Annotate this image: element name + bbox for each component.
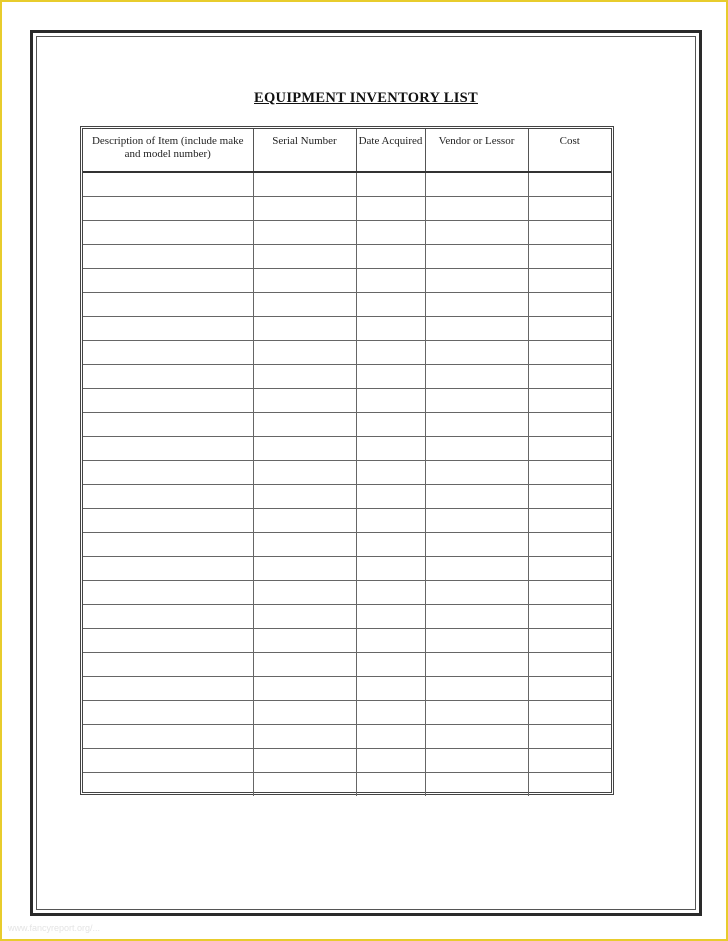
date-acquired-cell[interactable] bbox=[356, 341, 425, 365]
table-row bbox=[83, 509, 611, 533]
cost-cell[interactable] bbox=[528, 293, 611, 317]
vendor-cell[interactable] bbox=[425, 461, 528, 485]
vendor-cell[interactable] bbox=[425, 172, 528, 197]
serial-number-cell[interactable] bbox=[253, 269, 356, 293]
column-header-serial-number: Serial Number bbox=[253, 129, 356, 172]
cost-cell[interactable] bbox=[528, 269, 611, 293]
cost-cell[interactable] bbox=[528, 197, 611, 221]
serial-number-cell[interactable] bbox=[253, 172, 356, 197]
serial-number-cell[interactable] bbox=[253, 533, 356, 557]
table-row bbox=[83, 293, 611, 317]
cost-cell[interactable] bbox=[528, 317, 611, 341]
table-row bbox=[83, 533, 611, 557]
vendor-cell[interactable] bbox=[425, 749, 528, 773]
description-cell[interactable] bbox=[83, 365, 253, 389]
serial-number-cell[interactable] bbox=[253, 725, 356, 749]
date-acquired-cell[interactable] bbox=[356, 269, 425, 293]
table-row bbox=[83, 773, 611, 797]
serial-number-cell[interactable] bbox=[253, 293, 356, 317]
vendor-cell[interactable] bbox=[425, 389, 528, 413]
cost-cell[interactable] bbox=[528, 245, 611, 269]
vendor-cell[interactable] bbox=[425, 365, 528, 389]
table-row bbox=[83, 245, 611, 269]
vendor-cell[interactable] bbox=[425, 221, 528, 245]
table-row bbox=[83, 557, 611, 581]
table-row bbox=[83, 221, 611, 245]
description-cell[interactable] bbox=[83, 461, 253, 485]
date-acquired-cell[interactable] bbox=[356, 172, 425, 197]
serial-number-cell[interactable] bbox=[253, 485, 356, 509]
vendor-cell[interactable] bbox=[425, 581, 528, 605]
vendor-cell[interactable] bbox=[425, 485, 528, 509]
description-cell[interactable] bbox=[83, 581, 253, 605]
vendor-cell[interactable] bbox=[425, 701, 528, 725]
serial-number-cell[interactable] bbox=[253, 341, 356, 365]
column-header-vendor: Vendor or Lessor bbox=[425, 129, 528, 172]
description-cell[interactable] bbox=[83, 773, 253, 797]
date-acquired-cell[interactable] bbox=[356, 245, 425, 269]
column-header-cost: Cost bbox=[528, 129, 611, 172]
table-row bbox=[83, 629, 611, 653]
cost-cell[interactable] bbox=[528, 485, 611, 509]
column-header-description: Description of Item (include make and model number) bbox=[83, 129, 253, 172]
description-cell[interactable] bbox=[83, 413, 253, 437]
cost-cell[interactable] bbox=[528, 461, 611, 485]
description-cell[interactable] bbox=[83, 317, 253, 341]
description-cell[interactable] bbox=[83, 653, 253, 677]
date-acquired-cell[interactable] bbox=[356, 509, 425, 533]
date-acquired-cell[interactable] bbox=[356, 725, 425, 749]
serial-number-cell[interactable] bbox=[253, 749, 356, 773]
serial-number-cell[interactable] bbox=[253, 197, 356, 221]
date-acquired-cell[interactable] bbox=[356, 605, 425, 629]
description-cell[interactable] bbox=[83, 605, 253, 629]
serial-number-cell[interactable] bbox=[253, 653, 356, 677]
vendor-cell[interactable] bbox=[425, 413, 528, 437]
table-row bbox=[83, 365, 611, 389]
date-acquired-cell[interactable] bbox=[356, 773, 425, 797]
date-acquired-cell[interactable] bbox=[356, 653, 425, 677]
table-row bbox=[83, 485, 611, 509]
description-cell[interactable] bbox=[83, 533, 253, 557]
cost-cell[interactable] bbox=[528, 773, 611, 797]
date-acquired-cell[interactable] bbox=[356, 221, 425, 245]
serial-number-cell[interactable] bbox=[253, 581, 356, 605]
description-cell[interactable] bbox=[83, 509, 253, 533]
vendor-cell[interactable] bbox=[425, 317, 528, 341]
cost-cell[interactable] bbox=[528, 413, 611, 437]
serial-number-cell[interactable] bbox=[253, 413, 356, 437]
date-acquired-cell[interactable] bbox=[356, 437, 425, 461]
cost-cell[interactable] bbox=[528, 221, 611, 245]
vendor-cell[interactable] bbox=[425, 245, 528, 269]
page-frame bbox=[30, 30, 702, 916]
document-title: EQUIPMENT INVENTORY LIST bbox=[254, 90, 478, 106]
date-acquired-cell[interactable] bbox=[356, 581, 425, 605]
cost-cell[interactable] bbox=[528, 653, 611, 677]
table-body bbox=[83, 172, 611, 796]
description-cell[interactable] bbox=[83, 245, 253, 269]
description-cell[interactable] bbox=[83, 629, 253, 653]
serial-number-cell[interactable] bbox=[253, 773, 356, 797]
description-cell[interactable] bbox=[83, 293, 253, 317]
serial-number-cell[interactable] bbox=[253, 509, 356, 533]
table-row bbox=[83, 413, 611, 437]
vendor-cell[interactable] bbox=[425, 773, 528, 797]
cost-cell[interactable] bbox=[528, 605, 611, 629]
cost-cell[interactable] bbox=[528, 677, 611, 701]
date-acquired-cell[interactable] bbox=[356, 533, 425, 557]
table-row bbox=[83, 317, 611, 341]
description-cell[interactable] bbox=[83, 269, 253, 293]
table-row bbox=[83, 172, 611, 197]
date-acquired-cell[interactable] bbox=[356, 317, 425, 341]
cost-cell[interactable] bbox=[528, 725, 611, 749]
table-row bbox=[83, 725, 611, 749]
description-cell[interactable] bbox=[83, 677, 253, 701]
description-cell[interactable] bbox=[83, 749, 253, 773]
table-header-row bbox=[83, 129, 611, 172]
cost-cell[interactable] bbox=[528, 509, 611, 533]
cost-cell[interactable] bbox=[528, 629, 611, 653]
description-cell[interactable] bbox=[83, 557, 253, 581]
serial-number-cell[interactable] bbox=[253, 365, 356, 389]
cost-cell[interactable] bbox=[528, 389, 611, 413]
table-row bbox=[83, 749, 611, 773]
date-acquired-cell[interactable] bbox=[356, 293, 425, 317]
description-cell[interactable] bbox=[83, 437, 253, 461]
date-acquired-cell[interactable] bbox=[356, 413, 425, 437]
table-row bbox=[83, 341, 611, 365]
inventory-table-container bbox=[80, 126, 614, 795]
vendor-cell[interactable] bbox=[425, 653, 528, 677]
cost-cell[interactable] bbox=[528, 437, 611, 461]
date-acquired-cell[interactable] bbox=[356, 557, 425, 581]
serial-number-cell[interactable] bbox=[253, 629, 356, 653]
table-row bbox=[83, 605, 611, 629]
table-row bbox=[83, 389, 611, 413]
table-row bbox=[83, 653, 611, 677]
description-cell[interactable] bbox=[83, 221, 253, 245]
date-acquired-cell[interactable] bbox=[356, 389, 425, 413]
date-acquired-cell[interactable] bbox=[356, 749, 425, 773]
serial-number-cell[interactable] bbox=[253, 701, 356, 725]
vendor-cell[interactable] bbox=[425, 677, 528, 701]
table-row bbox=[83, 581, 611, 605]
table-row bbox=[83, 461, 611, 485]
inventory-table bbox=[83, 129, 611, 796]
column-header-date-acquired: Date Acquired bbox=[356, 129, 425, 172]
cost-cell[interactable] bbox=[528, 341, 611, 365]
description-cell[interactable] bbox=[83, 341, 253, 365]
serial-number-cell[interactable] bbox=[253, 605, 356, 629]
vendor-cell[interactable] bbox=[425, 557, 528, 581]
vendor-cell[interactable] bbox=[425, 605, 528, 629]
cost-cell[interactable] bbox=[528, 172, 611, 197]
table-row bbox=[83, 197, 611, 221]
description-cell[interactable] bbox=[83, 701, 253, 725]
cost-cell[interactable] bbox=[528, 365, 611, 389]
cost-cell[interactable] bbox=[528, 533, 611, 557]
vendor-cell[interactable] bbox=[425, 197, 528, 221]
vendor-cell[interactable] bbox=[425, 509, 528, 533]
description-cell[interactable] bbox=[83, 389, 253, 413]
cost-cell[interactable] bbox=[528, 749, 611, 773]
serial-number-cell[interactable] bbox=[253, 317, 356, 341]
serial-number-cell[interactable] bbox=[253, 677, 356, 701]
watermark: www.fancyreport.org/... bbox=[8, 923, 101, 933]
description-cell[interactable] bbox=[83, 172, 253, 197]
serial-number-cell[interactable] bbox=[253, 461, 356, 485]
date-acquired-cell[interactable] bbox=[356, 365, 425, 389]
vendor-cell[interactable] bbox=[425, 269, 528, 293]
serial-number-cell[interactable] bbox=[253, 557, 356, 581]
vendor-cell[interactable] bbox=[425, 533, 528, 557]
serial-number-cell[interactable] bbox=[253, 245, 356, 269]
date-acquired-cell[interactable] bbox=[356, 677, 425, 701]
date-acquired-cell[interactable] bbox=[356, 485, 425, 509]
table-row bbox=[83, 701, 611, 725]
serial-number-cell[interactable] bbox=[253, 221, 356, 245]
date-acquired-cell[interactable] bbox=[356, 197, 425, 221]
cost-cell[interactable] bbox=[528, 581, 611, 605]
description-cell[interactable] bbox=[83, 725, 253, 749]
serial-number-cell[interactable] bbox=[253, 389, 356, 413]
table-row bbox=[83, 269, 611, 293]
vendor-cell[interactable] bbox=[425, 437, 528, 461]
date-acquired-cell[interactable] bbox=[356, 629, 425, 653]
date-acquired-cell[interactable] bbox=[356, 701, 425, 725]
vendor-cell[interactable] bbox=[425, 629, 528, 653]
table-row bbox=[83, 437, 611, 461]
description-cell[interactable] bbox=[83, 197, 253, 221]
date-acquired-cell[interactable] bbox=[356, 461, 425, 485]
table-row bbox=[83, 677, 611, 701]
vendor-cell[interactable] bbox=[425, 725, 528, 749]
vendor-cell[interactable] bbox=[425, 293, 528, 317]
cost-cell[interactable] bbox=[528, 701, 611, 725]
vendor-cell[interactable] bbox=[425, 341, 528, 365]
description-cell[interactable] bbox=[83, 485, 253, 509]
cost-cell[interactable] bbox=[528, 557, 611, 581]
serial-number-cell[interactable] bbox=[253, 437, 356, 461]
